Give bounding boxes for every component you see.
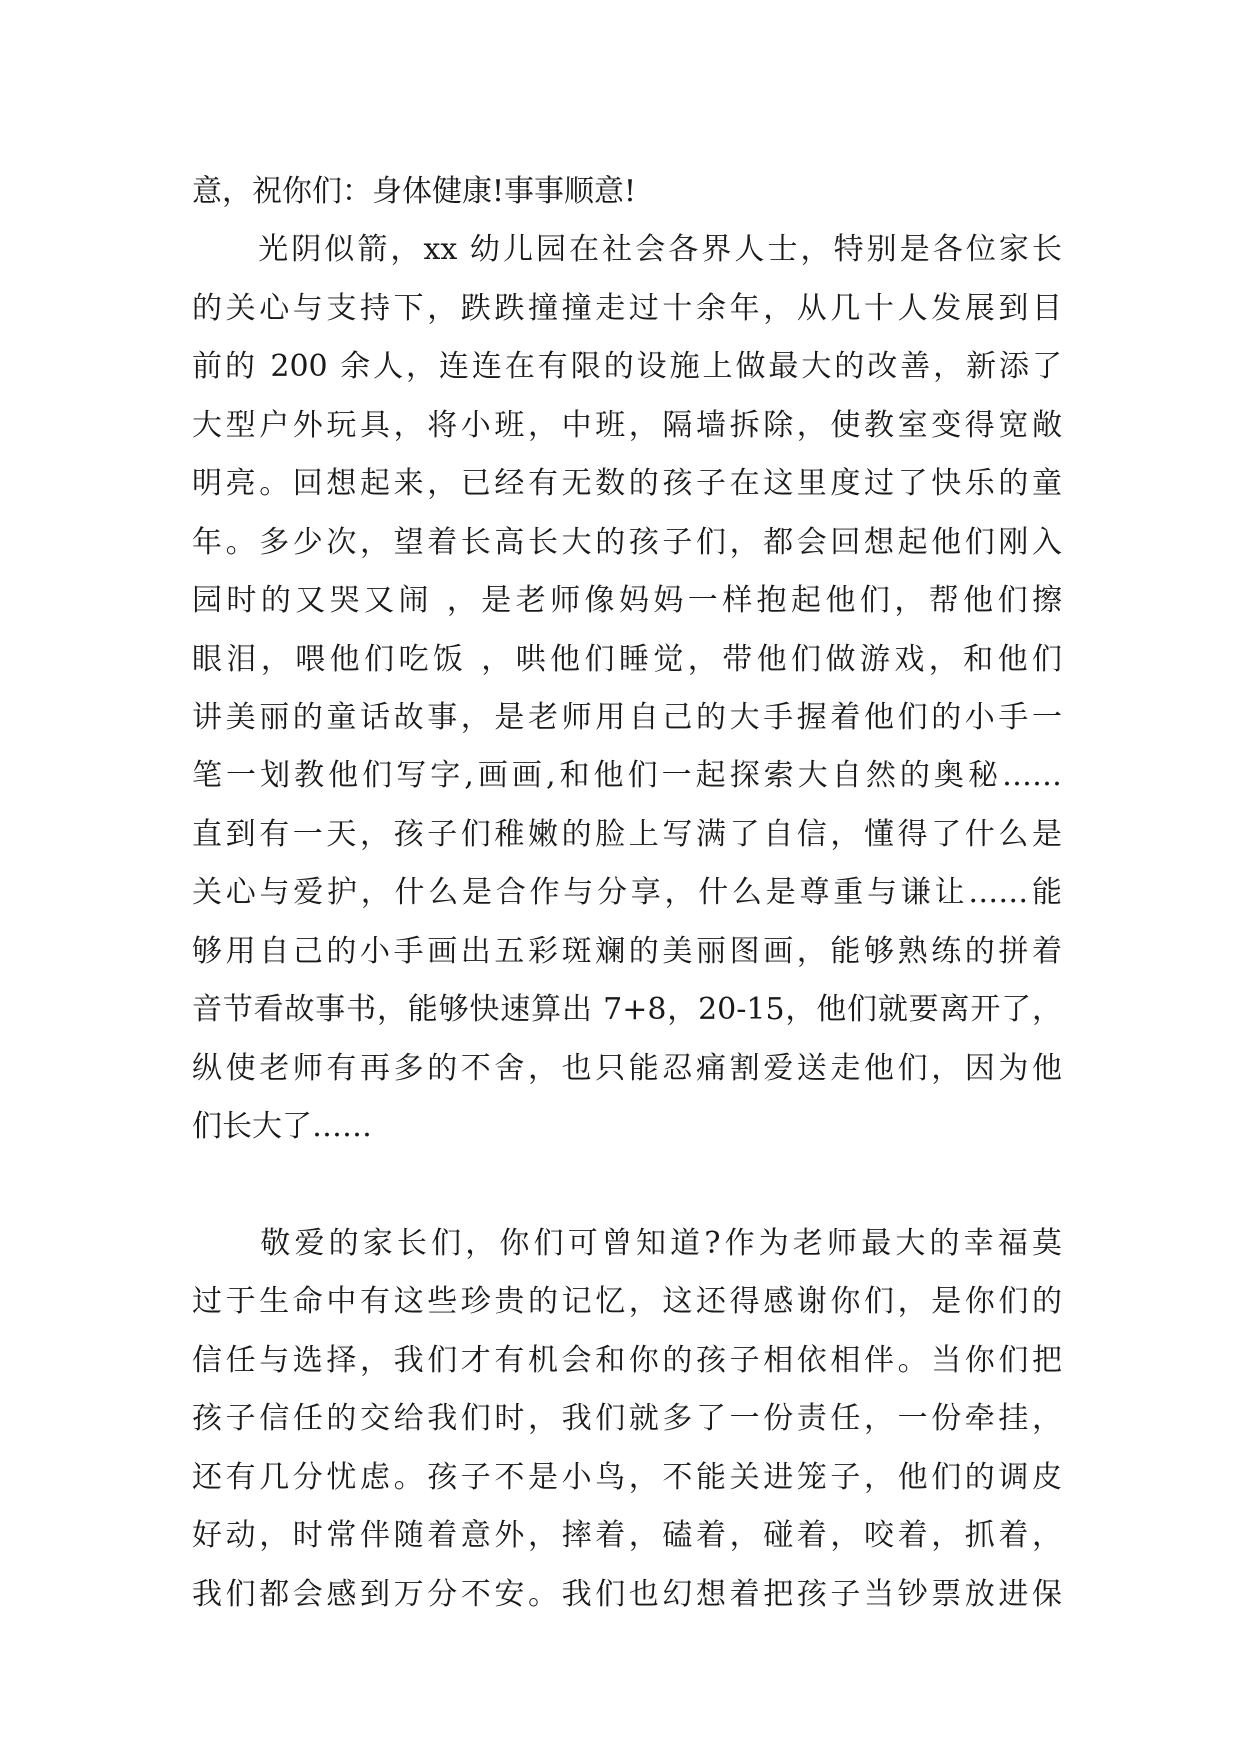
text-line: 直到有一天，孩子们稚嫩的脸上写满了自信，懂得了什么是 bbox=[192, 816, 1062, 852]
paragraph-spacer bbox=[192, 1156, 1062, 1214]
text-line: 纵使老师有再多的不舍，也只能忍痛割爱送走他们，因为他 bbox=[192, 1050, 1062, 1086]
text-line: 大型户外玩具，将小班，中班，隔墙拆除，使教室变得宽敞 bbox=[192, 407, 1062, 443]
paragraph-closing-line bbox=[192, 163, 1062, 221]
text-line: 笔一划教他们写字,画画,和他们一起探索大自然的奥秘…… bbox=[192, 758, 1062, 794]
text-line: 意，祝你们：身体健康!事事顺意! bbox=[192, 174, 637, 209]
text-line: 我们都会感到万分不安。我们也幻想着把孩子当钞票放进保 bbox=[192, 1576, 1062, 1612]
text-line: 好动，时常伴随着意外，摔着，磕着，碰着，咬着，抓着， bbox=[192, 1518, 1062, 1554]
text-line: 信任与选择，我们才有机会和你的孩子相依相伴。当你们把 bbox=[192, 1342, 1062, 1378]
text-line: 音节看故事书，能够快速算出 7+8，20-15，他们就要离开了， bbox=[192, 992, 1062, 1028]
paragraph-parents-address bbox=[192, 1215, 1062, 1624]
paragraph-kindergarten-history bbox=[192, 221, 1062, 1156]
text-line: 讲美丽的童话故事，是老师用自己的大手握着他们的小手一 bbox=[192, 699, 1062, 735]
text-line: 孩子信任的交给我们时，我们就多了一份责任，一份牵挂， bbox=[192, 1401, 1062, 1437]
text-line: 还有几分忧虑。孩子不是小鸟，不能关进笼子，他们的调皮 bbox=[192, 1459, 1062, 1495]
text-line: 的关心与支持下，跌跌撞撞走过十余年，从几十人发展到目 bbox=[192, 290, 1062, 326]
text-line: 们长大了…… bbox=[192, 1109, 372, 1144]
text-line: 前的 200 余人，连连在有限的设施上做最大的改善，新添了 bbox=[192, 349, 1062, 385]
text-line: 敬爱的家长们，你们可曾知道?作为老师最大的幸福莫 bbox=[192, 1225, 1062, 1261]
text-line: 园时的又哭又闹 ，是老师像妈妈一样抱起他们，帮他们擦 bbox=[192, 583, 1062, 619]
text-line: 关心与爱护，什么是合作与分享，什么是尊重与谦让……能 bbox=[192, 875, 1062, 911]
text-line: 明亮。回想起来，已经有无数的孩子在这里度过了快乐的童 bbox=[192, 466, 1062, 502]
document-body bbox=[192, 163, 1062, 1624]
text-line: 光阴似箭，xx 幼儿园在社会各界人士，特别是各位家长 bbox=[192, 232, 1062, 268]
text-line: 年。多少次，望着长高长大的孩子们，都会回想起他们刚入 bbox=[192, 524, 1062, 560]
text-line: 够用自己的小手画出五彩斑斓的美丽图画，能够熟练的拼着 bbox=[192, 933, 1062, 969]
text-line: 眼泪，喂他们吃饭 ，哄他们睡觉，带他们做游戏，和他们 bbox=[192, 641, 1062, 677]
text-line: 过于生命中有这些珍贵的记忆，这还得感谢你们，是你们的 bbox=[192, 1284, 1062, 1320]
